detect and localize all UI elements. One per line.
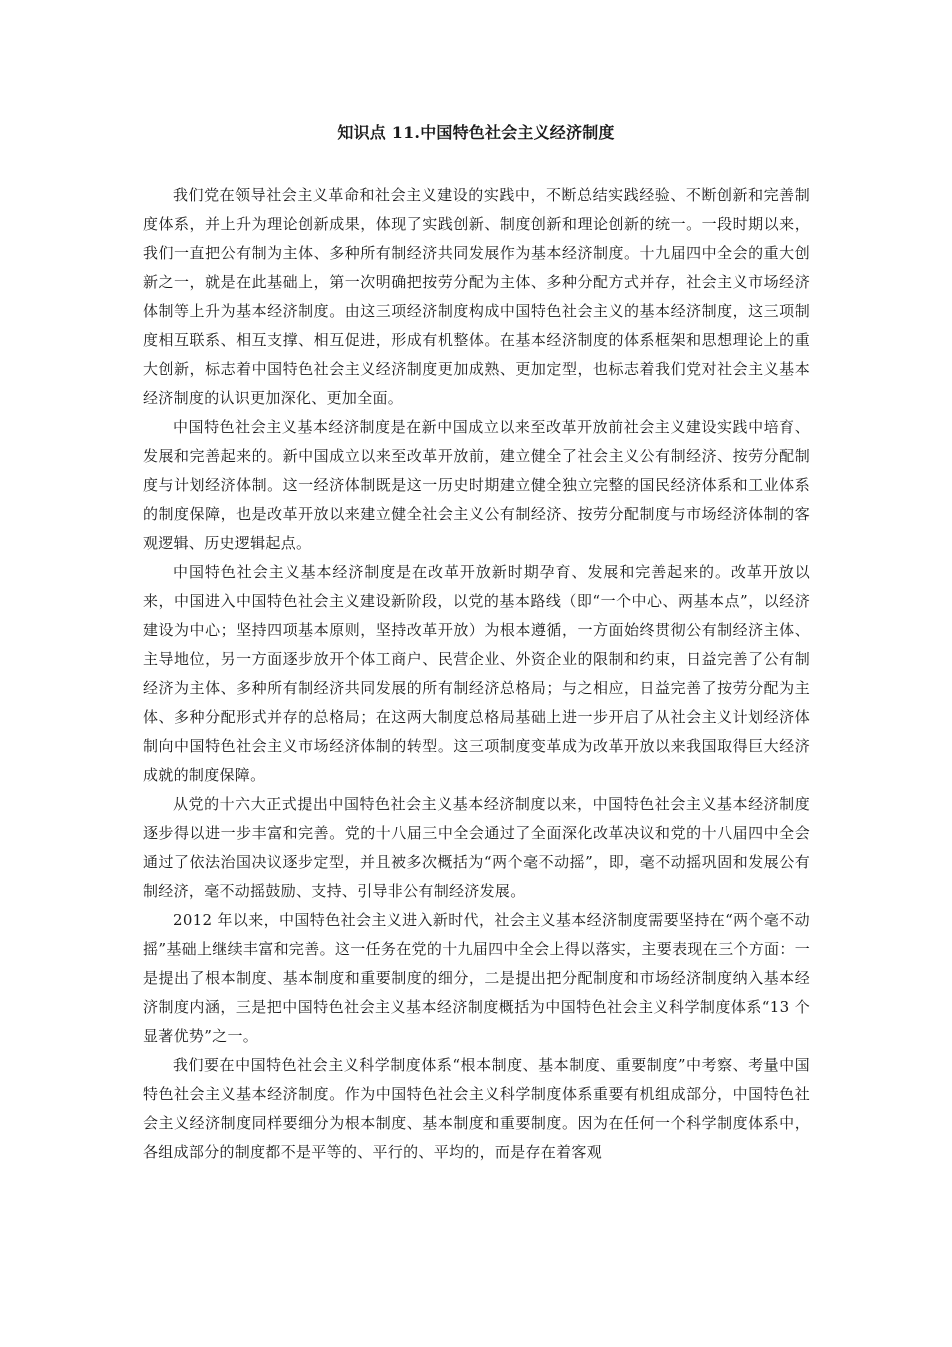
paragraph-4: 从党的十六大正式提出中国特色社会主义基本经济制度以来，中国特色社会主义基本经济制度逐步得以进一步丰富和完善。党的十八届三中全会通过了全面深化改革决议和党的十八届四中全会通过了依法治国决议逐步定型，并且被多次概括为“两个毫不动摇”，即，毫不动摇巩固和发展公有制经济，毫不动摇鼓励、支持、引导非公有制经济发展。: [143, 795, 810, 900]
paragraph-2: 中国特色社会主义基本经济制度是在新中国成立以来至改革开放前社会主义建设实践中培育、发展和完善起来的。新中国成立以来至改革开放前，建立健全了社会主义公有制经济、按劳分配制度与计划经济体制。这一经济体制既是这一历史时期建立健全独立完整的国民经济体系和工业体系的制度保障，也是改革开放以来建立健全社会主义公有制经济、按劳分配制度与市场经济体制的客观逻辑、历史逻辑起点。: [143, 418, 810, 552]
paragraph-6: 我们要在中国特色社会主义科学制度体系“根本制度、基本制度、重要制度”中考察、考量中国特色社会主义基本经济制度。作为中国特色社会主义科学制度体系重要有机组成部分，中国特色社会主义经济制度同样要细分为根本制度、基本制度和重要制度。因为在任何一个科学制度体系中，各组成部分的制度都不是平等的、平行的、平均的，而是存在着客观: [143, 1056, 810, 1161]
paragraph-5: 2012 年以来，中国特色社会主义进入新时代，社会主义基本经济制度需要坚持在“两个毫不动摇”基础上继续丰富和完善。这一任务在党的十九届四中全会上得以落实，主要表现在三个方面：一是提出了根本制度、基本制度和重要制度的细分，二是提出把分配制度和市场经济制度纳入基本经济制度内涵，三是把中国特色社会主义基本经济制度概括为中国特色社会主义科学制度体系“13 个显著优势”之一。: [143, 911, 810, 1045]
paragraph-1: 我们党在领导社会主义革命和社会主义建设的实践中，不断总结实践经验、不断创新和完善制度体系，并上升为理论创新成果，体现了实践创新、制度创新和理论创新的统一。一段时期以来，我们一直把公有制为主体、多种所有制经济共同发展作为基本经济制度。十九届四中全会的重大创新之一，就是在此基础上，第一次明确把按劳分配为主体、多种分配方式并存，社会主义市场经济体制等上升为基本经济制度。由这三项经济制度构成中国特色社会主义的基本经济制度，这三项制度相互联系、相互支撑、相互促进，形成有机整体。在基本经济制度的体系框架和思想理论上的重大创新，标志着中国特色社会主义经济制度更加成熟、更加定型，也标志着我们党对社会主义基本经济制度的认识更加深化、更加全面。: [143, 186, 810, 407]
paragraph-3: 中国特色社会主义基本经济制度是在改革开放新时期孕育、发展和完善起来的。改革开放以来，中国进入中国特色社会主义建设新阶段，以党的基本路线（即“一个中心、两基本点”，以经济建设为中心；坚持四项基本原则，坚持改革开放）为根本遵循，一方面始终贯彻公有制经济主体、主导地位，另一方面逐步放开个体工商户、民营企业、外资企业的限制和约束，日益完善了公有制经济为主体、多种所有制经济共同发展的所有制经济总格局；与之相应，日益完善了按劳分配为主体、多种分配形式并存的总格局；在这两大制度总格局基础上进一步开启了从社会主义计划经济体制向中国特色社会主义市场经济体制的转型。这三项制度变革成为改革开放以来我国取得巨大经济成就的制度保障。: [143, 563, 810, 784]
document-title: 知识点 11.中国特色社会主义经济制度: [337, 123, 615, 142]
document-body: [143, 181, 810, 1167]
